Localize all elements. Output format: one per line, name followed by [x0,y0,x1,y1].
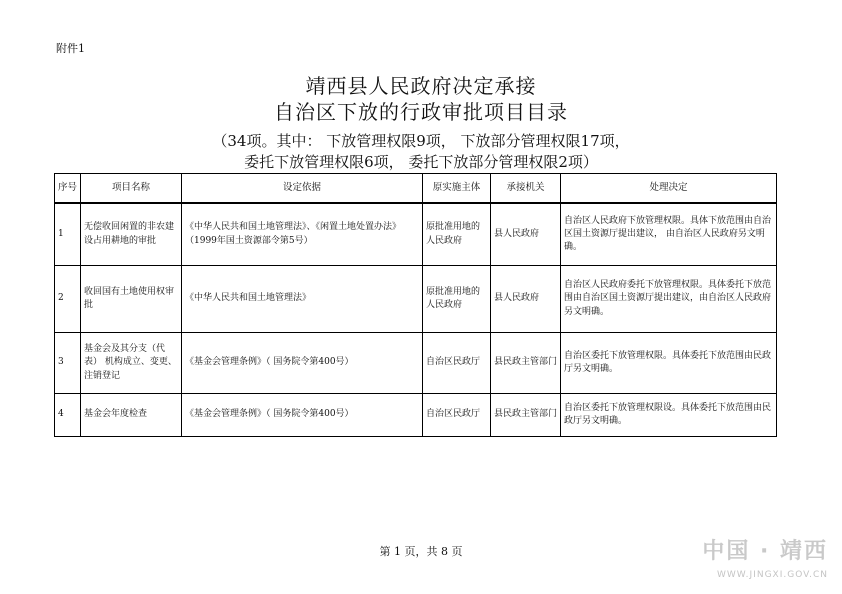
cell-decision: 自治区委托下放管理权限设。具体委托下放范围由民政厅另文明确。 [561,394,777,437]
cell-no: 2 [55,266,81,333]
attachment-label: 附件1 [56,42,85,55]
cell-name: 基金会年度检查 [81,394,182,437]
table-header-row [55,174,777,204]
document-title-line-1: 靖西县人民政府决定承接 [305,74,537,98]
column-header-receiver: 承接机关 [491,174,561,204]
table-row [55,333,777,394]
table-row [55,266,777,333]
cell-no: 1 [55,203,81,266]
page-number-footer: 第 1 页，共 8 页 [379,545,463,558]
column-header-name: 项目名称 [81,174,182,204]
cell-basis: 《基金会管理条例》（ 国务院令第400号） [182,333,423,394]
cell-original-body: 原批准用地的人民政府 [423,203,491,266]
cell-basis: 《基金会管理条例》（ 国务院令第400号） [182,394,423,437]
cell-name: 基金会及其分支（代表） 机构成立、变更、注销登记 [81,333,182,394]
cell-receiver: 县民政主管部门 [491,333,561,394]
column-header-no: 序号 [55,174,81,204]
cell-decision: 自治区人民政府委托下放管理权限。具体委托下放范围由自治区国土资源厅提出建议，由自治区人民政府另文明确。 [561,266,777,333]
cell-name: 无偿收回闲置的非农建设占用耕地的审批 [81,203,182,266]
cell-decision: 自治区人民政府下放管理权限。具体下放范围由自治区国土资源厅提出建议， 由自治区人民政府另文明确。 [561,203,777,266]
cell-original-body: 原批准用地的人民政府 [423,266,491,333]
cell-receiver: 县人民政府 [491,203,561,266]
column-header-basis: 设定依据 [182,174,423,204]
cell-no: 3 [55,333,81,394]
table-row [55,203,777,266]
cell-receiver: 县民政主管部门 [491,394,561,437]
document-subtitle-line-2: 委托下放管理权限6项， 委托下放部分管理权限2项） [244,153,598,171]
cell-no: 4 [55,394,81,437]
watermark-url: WWW.JINGXI.GOV.CN [717,570,828,580]
watermark-logo-text: 中国 · 靖西 [702,539,828,564]
table-row [55,394,777,437]
cell-basis: 《中华人民共和国土地管理法》 [182,266,423,333]
column-header-original-body: 原实施主体 [423,174,491,204]
column-header-decision: 处理决定 [561,174,777,204]
cell-original-body: 自治区民政厅 [423,394,491,437]
document-title-line-2: 自治区下放的行政审批项目目录 [274,100,568,124]
cell-original-body: 自治区民政厅 [423,333,491,394]
document-subtitle-line-1: （34项。其中： 下放管理权限9项， 下放部分管理权限17项， [212,132,630,150]
cell-basis: 《中华人民共和国土地管理法》、《闲置土地处置办法》（1999年国土资源部令第5号） [182,203,423,266]
cell-decision: 自治区委托下放管理权限。具体委托下放范围由民政厅另文明确。 [561,333,777,394]
approval-items-table [54,173,777,437]
cell-receiver: 县人民政府 [491,266,561,333]
cell-name: 收回国有土地使用权审批 [81,266,182,333]
